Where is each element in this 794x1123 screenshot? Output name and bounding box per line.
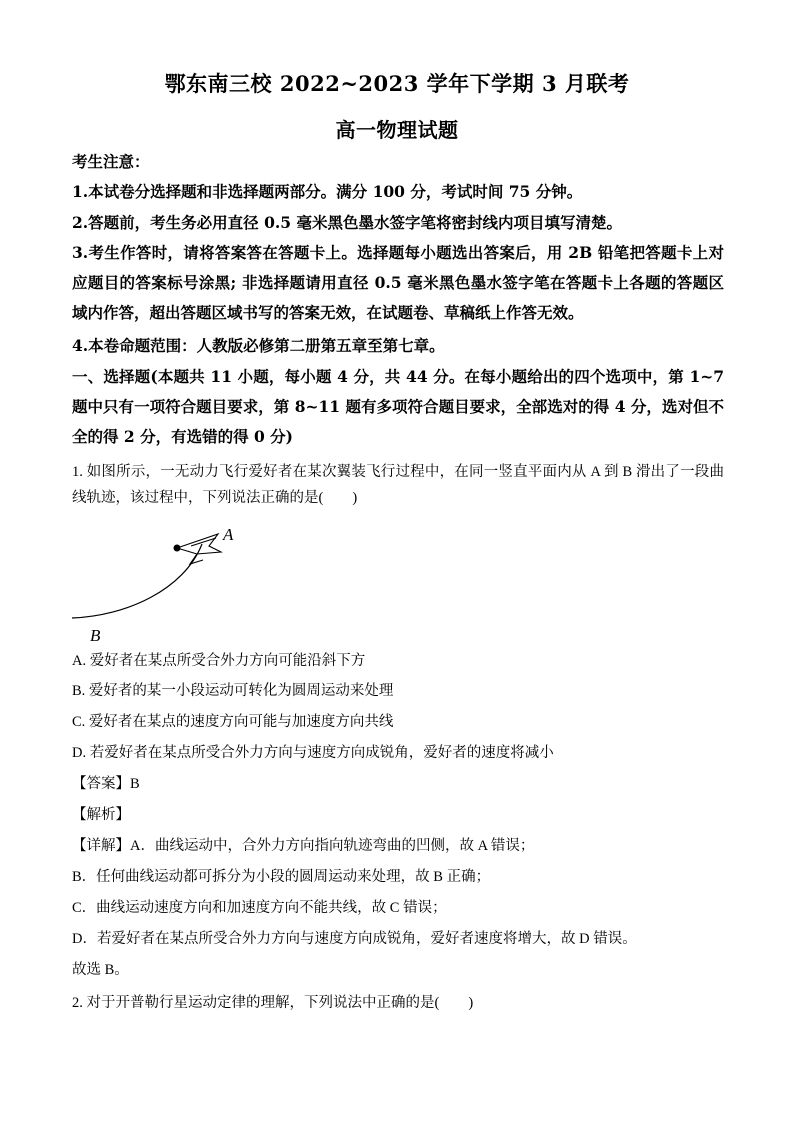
- detail-text-b: B．任何曲线运动都可拆分为小段的圆周运动来处理，故 B 正确；: [72, 869, 491, 885]
- label-a: A: [223, 525, 234, 544]
- trajectory-curve: [72, 544, 202, 618]
- detail-text-a: A．曲线运动中，合外力方向指向轨迹弯曲的凹侧，故 A 错误；: [130, 838, 535, 854]
- flight-trajectory-figure: [66, 520, 256, 645]
- notice-item-3: 3.考生作答时，请将答案答在答题卡上。选择题每小题选出答案后，用 2B 铅笔把答题卡上对应题目的答案标号涂黑; 非选择题请用直径 0.5 毫米黑色墨水签字笔在答题卡上各题的答题区域内作答，超出答题区域书写的答案无效，在试题卷、草稿纸上作答无效。: [72, 243, 724, 322]
- notice-item-1: 1.本试卷分选择题和非选择题两部分。满分 100 分，考试时间 75 分钟。: [72, 182, 583, 201]
- answer-value: B: [130, 776, 140, 792]
- question-2-stem: 2. 对于开普勒行星运动定律的理解，下列说法中正确的是( ): [72, 995, 474, 1011]
- detail-tag: 【详解】: [72, 838, 130, 854]
- question-1-option-b: B. 爱好者的某一小段运动可转化为圆周运动来处理: [72, 683, 394, 699]
- conclusion: 故选 B。: [72, 962, 129, 978]
- question-1-option-c: C. 爱好者在某点的速度方向可能与加速度方向共线: [72, 714, 394, 730]
- question-1-stem: 1. 如图所示，一无动力飞行爱好者在某次翼装飞行过程中，在同一竖直平面内从 A 到 B 滑出了一段曲线轨迹，该过程中，下列说法正确的是( ): [72, 464, 724, 506]
- answer-tag: 【答案】: [72, 776, 130, 792]
- question-1-option-d: D. 若爱好者在某点所受合外力方向与速度方向成锐角，爱好者的速度将减小: [72, 745, 554, 761]
- notice-item-4: 4.本卷命题范围：人教版必修第二册第五章至第七章。: [72, 336, 445, 355]
- exam-title: 鄂东南三校 2022~2023 学年下学期 3 月联考: [164, 71, 630, 96]
- answer-line: [72, 771, 724, 797]
- label-b: B: [90, 626, 101, 645]
- question-1-option-a: A. 爱好者在某点所受合外力方向可能沿斜下方: [72, 653, 366, 669]
- exam-subtitle: 高一物理试题: [335, 118, 459, 142]
- analysis-tag: 【解析】: [72, 807, 130, 823]
- detail-line-1: [72, 833, 724, 859]
- section-heading: 一、选择题(本题共 11 小题，每小题 4 分，共 44 分。在每小题给出的四个选项中，第 1~7 题中只有一项符合题目要求，第 8~11 题有多项符合题目要求，全部选对的得 4 分，选对但不全的得 2 分，有选错的得 0 分): [72, 367, 724, 446]
- detail-text-d: D．若爱好者在某点所受合外力方向与速度方向成锐角，爱好者速度将增大，故 D 错误。: [72, 931, 637, 947]
- notice-item-2: 2.答题前，考生务必用直径 0.5 毫米黑色墨水签字笔将密封线内项目填写清楚。: [72, 213, 622, 232]
- wingsuit-flyer-icon: [177, 534, 221, 564]
- detail-text-c: C．曲线运动速度方向和加速度方向不能共线，故 C 错误；: [72, 900, 447, 916]
- notice-heading: 考生注意：: [72, 152, 150, 171]
